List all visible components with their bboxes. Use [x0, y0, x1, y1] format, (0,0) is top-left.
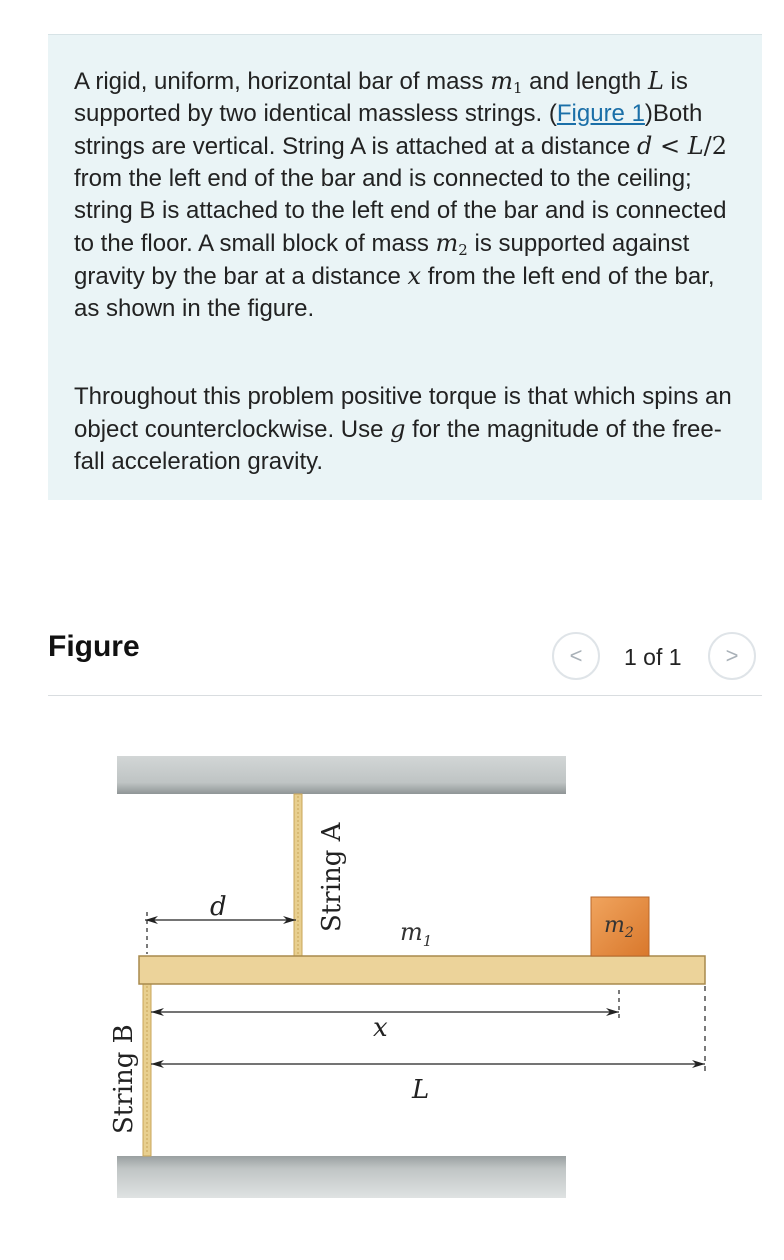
math-g: g	[390, 415, 406, 443]
text: Throughout this problem positive torque is that which spins an object counterclockwise. Use	[74, 383, 732, 443]
text: is supported against gravity by the bar at a distance	[74, 230, 690, 290]
string-a	[294, 794, 302, 956]
label-string-a: String A	[317, 822, 347, 932]
ceiling	[117, 756, 566, 794]
text: A rigid, uniform, horizontal bar of mass	[74, 68, 491, 95]
chevron-right-icon: >	[725, 643, 739, 668]
figure-divider	[48, 695, 762, 696]
problem-paragraph-2	[74, 381, 744, 478]
floor	[117, 1156, 566, 1198]
bar	[139, 956, 705, 984]
chevron-left-icon: <	[569, 643, 583, 668]
problem-paragraph-1	[74, 65, 744, 325]
math-x: x	[407, 262, 422, 290]
math-L: L	[647, 67, 664, 95]
problem-statement	[48, 34, 762, 500]
label-m1: $m_1$	[400, 918, 433, 950]
label-L: L	[412, 1075, 430, 1105]
figure-title: Figure	[48, 630, 140, 663]
text: from the left end of the bar and is connected to the ceiling; string B is attached to the left end of the bar and is connected to the floor. A small block of mass	[74, 165, 727, 257]
label-x: x	[373, 1013, 388, 1043]
text: is supported by two identical massless strings. (	[74, 68, 688, 127]
label-d: d	[210, 892, 227, 922]
math-m1: $m_1$	[490, 67, 523, 97]
math-m2: $m_2$	[435, 229, 468, 259]
text: for the magnitude of the free-fall acceleration gravity.	[74, 416, 722, 475]
label-m2: $m_2$	[604, 913, 634, 941]
figure-diagram	[0, 700, 784, 1220]
figure-page-indicator: 1 of 1	[624, 644, 682, 670]
previous-figure-button[interactable]	[552, 632, 600, 680]
label-string-b: String B	[109, 1024, 139, 1134]
math-d-less-L-half: d < L/2	[636, 132, 728, 160]
next-figure-button[interactable]	[708, 632, 756, 680]
text: )Both strings are vertical. String A is attached at a distance	[74, 100, 703, 160]
text: from the left end of the bar, as shown in the figure.	[74, 263, 715, 322]
text: and length	[522, 68, 648, 95]
figure-link[interactable]: Figure 1	[556, 100, 645, 127]
